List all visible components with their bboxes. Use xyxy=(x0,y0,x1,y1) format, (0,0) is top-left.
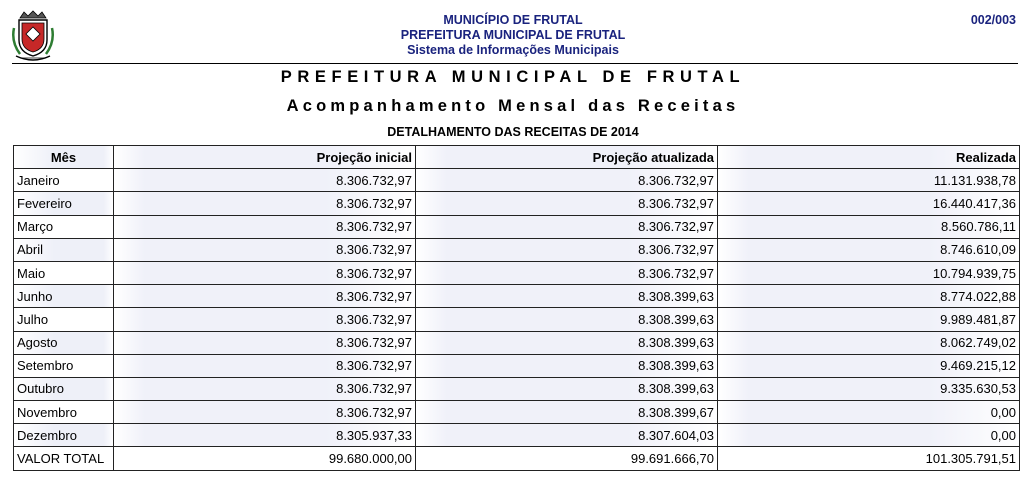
total-initial-projection-cell: 99.680.000,00 xyxy=(114,447,416,470)
total-label-cell: VALOR TOTAL xyxy=(14,447,114,470)
month-cell: Agosto xyxy=(14,331,114,354)
total-updated-projection-cell: 99.691.666,70 xyxy=(416,447,718,470)
realized-cell: 8.774.022,88 xyxy=(718,285,1020,308)
table-header-row xyxy=(14,146,1020,169)
month-cell: Outubro xyxy=(14,377,114,400)
month-cell: Fevereiro xyxy=(14,192,114,215)
report-title: PREFEITURA MUNICIPAL DE FRUTAL xyxy=(280,68,746,86)
page-number: 002/003 xyxy=(970,13,1016,27)
table-row xyxy=(14,377,1020,400)
updated-projection-cell: 8.306.732,97 xyxy=(416,169,718,192)
updated-projection-cell: 8.306.732,97 xyxy=(416,215,718,238)
column-header-initial-projection: Projeção inicial xyxy=(114,146,416,169)
revenue-table xyxy=(13,145,1020,471)
initial-projection-cell: 8.306.732,97 xyxy=(114,377,416,400)
updated-projection-cell: 8.306.732,97 xyxy=(416,238,718,261)
initial-projection-cell: 8.306.732,97 xyxy=(114,238,416,261)
table-row xyxy=(14,215,1020,238)
realized-cell: 16.440.417,36 xyxy=(718,192,1020,215)
realized-cell: 8.746.610,09 xyxy=(718,238,1020,261)
month-cell: Julho xyxy=(14,308,114,331)
realized-cell: 8.560.786,11 xyxy=(718,215,1020,238)
updated-projection-cell: 8.306.732,97 xyxy=(416,192,718,215)
report-subtitle: Acompanhamento Mensal das Receitas xyxy=(286,97,740,115)
table-row xyxy=(14,261,1020,284)
updated-projection-cell: 8.308.399,63 xyxy=(416,285,718,308)
table-row xyxy=(14,424,1020,447)
header-municipality: MUNICÍPIO DE FRUTAL xyxy=(443,13,583,27)
total-realized-cell: 101.305.791,51 xyxy=(718,447,1020,470)
month-cell: Setembro xyxy=(14,354,114,377)
updated-projection-cell: 8.307.604,03 xyxy=(416,424,718,447)
realized-cell: 0,00 xyxy=(718,401,1020,424)
realized-cell: 9.989.481,87 xyxy=(718,308,1020,331)
initial-projection-cell: 8.306.732,97 xyxy=(114,331,416,354)
updated-projection-cell: 8.308.399,63 xyxy=(416,354,718,377)
realized-cell: 8.062.749,02 xyxy=(718,331,1020,354)
realized-cell: 9.335.630,53 xyxy=(718,377,1020,400)
updated-projection-cell: 8.308.399,67 xyxy=(416,401,718,424)
initial-projection-cell: 8.306.732,97 xyxy=(114,215,416,238)
realized-cell: 11.131.938,78 xyxy=(718,169,1020,192)
header-city-hall: PREFEITURA MUNICIPAL DE FRUTAL xyxy=(400,28,626,42)
table-row xyxy=(14,169,1020,192)
table-row xyxy=(14,308,1020,331)
column-header-month: Mês xyxy=(14,146,114,169)
initial-projection-cell: 8.306.732,97 xyxy=(114,354,416,377)
header-system-name: Sistema de Informações Municipais xyxy=(407,43,619,57)
table-row xyxy=(14,192,1020,215)
month-cell: Janeiro xyxy=(14,169,114,192)
realized-cell: 10.794.939,75 xyxy=(718,261,1020,284)
column-header-updated-projection: Projeção atualizada xyxy=(416,146,718,169)
initial-projection-cell: 8.306.732,97 xyxy=(114,285,416,308)
initial-projection-cell: 8.306.732,97 xyxy=(114,261,416,284)
header-divider xyxy=(12,63,1018,64)
updated-projection-cell: 8.308.399,63 xyxy=(416,331,718,354)
initial-projection-cell: 8.305.937,33 xyxy=(114,424,416,447)
updated-projection-cell: 8.308.399,63 xyxy=(416,308,718,331)
column-header-realized: Realizada xyxy=(718,146,1020,169)
table-row xyxy=(14,238,1020,261)
section-title: DETALHAMENTO DAS RECEITAS DE 2014 xyxy=(387,125,639,139)
initial-projection-cell: 8.306.732,97 xyxy=(114,401,416,424)
month-cell: Abril xyxy=(14,238,114,261)
realized-cell: 9.469.215,12 xyxy=(718,354,1020,377)
month-cell: Março xyxy=(14,215,114,238)
initial-projection-cell: 8.306.732,97 xyxy=(114,308,416,331)
month-cell: Junho xyxy=(14,285,114,308)
table-row xyxy=(14,285,1020,308)
month-cell: Maio xyxy=(14,261,114,284)
updated-projection-cell: 8.308.399,63 xyxy=(416,377,718,400)
table-total-row xyxy=(14,447,1020,470)
table-row xyxy=(14,401,1020,424)
month-cell: Dezembro xyxy=(14,424,114,447)
document-header xyxy=(0,13,1026,58)
initial-projection-cell: 8.306.732,97 xyxy=(114,169,416,192)
initial-projection-cell: 8.306.732,97 xyxy=(114,192,416,215)
updated-projection-cell: 8.306.732,97 xyxy=(416,261,718,284)
table-row xyxy=(14,354,1020,377)
table-row xyxy=(14,331,1020,354)
realized-cell: 0,00 xyxy=(718,424,1020,447)
month-cell: Novembro xyxy=(14,401,114,424)
